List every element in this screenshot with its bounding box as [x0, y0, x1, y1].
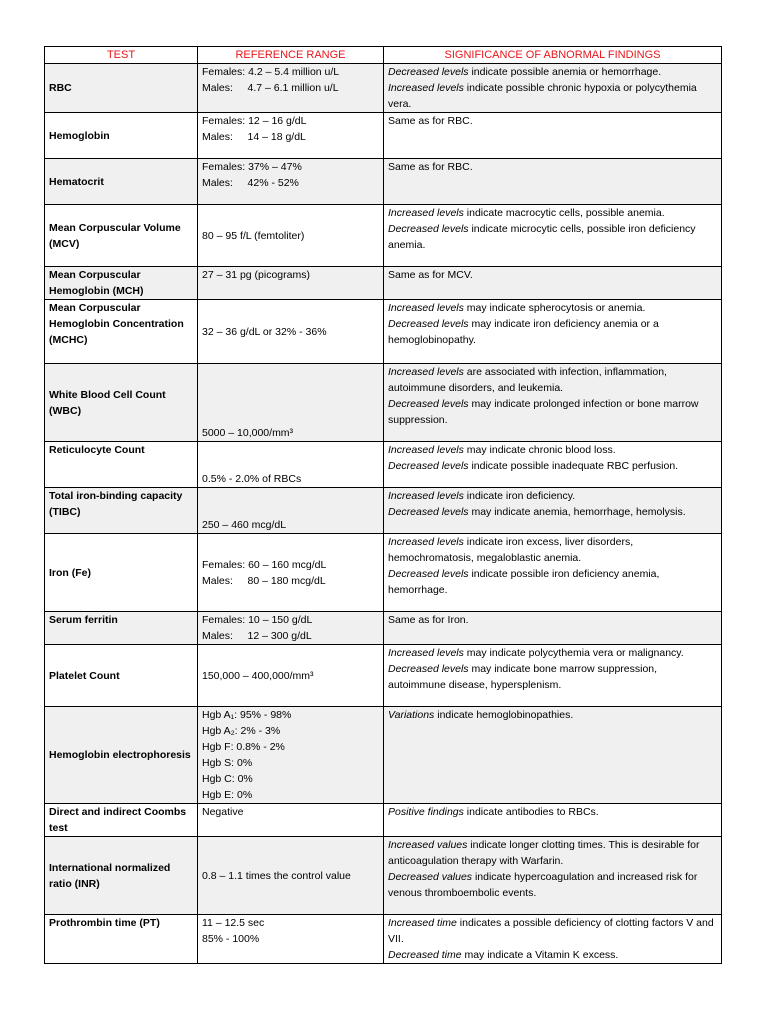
- significance-cell: [384, 534, 722, 612]
- significance-finding: [388, 612, 717, 628]
- test-name-cell: Hemoglobin electrophoresis: [45, 707, 198, 804]
- finding-interpretation: may indicate chronic blood loss.: [463, 444, 616, 456]
- reference-range-cell: [198, 267, 384, 300]
- reference-range-line: Hgb F: 0.8% - 2%: [202, 741, 285, 753]
- table-row-hematocrit: [45, 159, 722, 205]
- significance-finding: [388, 504, 717, 520]
- reference-range-line: 80 – 95 f/L (femtoliter): [202, 229, 305, 242]
- finding-interpretation: may indicate polycythemia vera or malignancy.: [463, 647, 684, 659]
- finding-interpretation: indicate antibodies to RBCs.: [463, 806, 599, 818]
- lab-values-table: [44, 46, 722, 964]
- finding-interpretation: Same as for RBC.: [388, 115, 473, 127]
- significance-cell: [384, 804, 722, 837]
- table-row-mean-corpuscular-hemoglobin-concentration-mchc: [45, 300, 722, 364]
- table-row-mean-corpuscular-hemoglobin-mch: [45, 267, 722, 300]
- significance-finding: [388, 300, 717, 316]
- significance-cell: [384, 707, 722, 804]
- reference-range-cell: [198, 159, 384, 205]
- reference-range-line: 0.5% - 2.0% of RBCs: [202, 473, 302, 485]
- test-name-cell: Total iron-binding capacity (TIBC): [45, 488, 198, 534]
- finding-condition: Decreased levels: [388, 568, 469, 580]
- significance-finding: [388, 458, 717, 474]
- finding-interpretation: indicate hypercoagulation and increased risk for venous thromboembolic events.: [388, 871, 698, 899]
- significance-finding: [388, 159, 717, 175]
- reference-range-line: Females: 10 – 150 g/dL: [202, 614, 313, 626]
- reference-range-line: Hgb A₂: 2% - 3%: [202, 725, 281, 737]
- reference-range-line: 85% - 100%: [202, 933, 260, 945]
- finding-condition: Decreased levels: [388, 318, 469, 330]
- table-row-international-normalized-ratio-inr: [45, 837, 722, 915]
- reference-range-line: 11 – 12.5 sec: [202, 917, 265, 929]
- header-test: TEST: [45, 47, 198, 64]
- significance-cell: [384, 64, 722, 113]
- table-row-prothrombin-time-pt: [45, 915, 722, 964]
- significance-cell: [384, 915, 722, 964]
- significance-finding: [388, 205, 717, 221]
- table-row-platelet-count: [45, 645, 722, 707]
- reference-range-line: Females: 4.2 – 5.4 million u/L: [202, 66, 340, 78]
- significance-finding: [388, 707, 717, 723]
- reference-range-line: Males: 14 – 18 g/dL: [202, 131, 306, 143]
- significance-finding: [388, 947, 717, 963]
- reference-range-cell: [198, 804, 384, 837]
- significance-cell: [384, 645, 722, 707]
- header-significance: SIGNIFICANCE OF ABNORMAL FINDINGS: [384, 47, 722, 64]
- finding-condition: Decreased levels: [388, 223, 469, 235]
- table-row-white-blood-cell-count-wbc: [45, 364, 722, 442]
- finding-interpretation: indicates a possible deficiency of clotting factors V and VII.: [388, 917, 714, 945]
- reference-range-line: Males: 80 – 180 mcg/dL: [202, 574, 326, 587]
- test-name-cell: Direct and indirect Coombs test: [45, 804, 198, 837]
- finding-condition: Increased levels: [388, 647, 464, 659]
- table-row-hemoglobin-electrophoresis: [45, 707, 722, 804]
- significance-cell: [384, 300, 722, 364]
- finding-interpretation: indicate longer clotting times. This is desirable for anticoagulation therapy with Warfarin.: [388, 839, 700, 867]
- significance-finding: [388, 113, 717, 129]
- finding-interpretation: may indicate bone marrow suppression, autoimmune disease, hypersplenism.: [388, 663, 658, 691]
- finding-condition: Increased levels: [388, 207, 464, 219]
- significance-finding: [388, 396, 717, 428]
- reference-range-line: 150,000 – 400,000/mm³: [202, 669, 314, 682]
- table-row-iron-fe: [45, 534, 722, 612]
- significance-cell: [384, 159, 722, 205]
- reference-range-line: Hgb C: 0%: [202, 773, 253, 785]
- reference-range-cell: [198, 364, 384, 442]
- finding-condition: Decreased levels: [388, 460, 469, 472]
- finding-interpretation: Same as for Iron.: [388, 614, 469, 626]
- finding-condition: Increased values: [388, 839, 468, 851]
- significance-finding: [388, 661, 717, 693]
- finding-interpretation: are associated with infection, inflammation, autoimmune disorders, and leukemia.: [388, 366, 667, 394]
- reference-range-line: 250 – 460 mcg/dL: [202, 519, 287, 531]
- reference-range-line: Females: 60 – 160 mcg/dL: [202, 558, 327, 571]
- reference-range-line: 0.8 – 1.1 times the control value: [202, 869, 351, 882]
- reference-range-line: Females: 37% – 47%: [202, 161, 302, 173]
- significance-finding: [388, 837, 717, 869]
- table-body: [45, 64, 722, 964]
- finding-interpretation: indicate possible iron deficiency anemia, hemorrhage.: [388, 568, 660, 596]
- significance-finding: [388, 869, 717, 901]
- reference-range-cell: [198, 113, 384, 159]
- significance-cell: [384, 442, 722, 488]
- reference-range-line: Males: 12 – 300 g/dL: [202, 630, 312, 642]
- table-row-rbc: [45, 64, 722, 113]
- finding-interpretation: may indicate a Vitamin K excess.: [461, 949, 619, 961]
- significance-cell: [384, 364, 722, 442]
- significance-finding: [388, 364, 717, 396]
- header-reference-range: REFERENCE RANGE: [198, 47, 384, 64]
- finding-condition: Decreased levels: [388, 66, 469, 78]
- finding-interpretation: indicate macrocytic cells, possible anemia.: [463, 207, 665, 219]
- finding-condition: Decreased levels: [388, 398, 469, 410]
- test-name-cell: Iron (Fe): [45, 534, 198, 612]
- finding-condition: Increased levels: [388, 366, 464, 378]
- finding-interpretation: indicate iron excess, liver disorders, hemochromatosis, megaloblastic anemia.: [388, 536, 634, 564]
- significance-finding: [388, 645, 717, 661]
- test-name-cell: Platelet Count: [45, 645, 198, 707]
- reference-range-line: Hgb S: 0%: [202, 757, 253, 769]
- finding-condition: Increased levels: [388, 444, 464, 456]
- test-name-cell: Mean Corpuscular Volume (MCV): [45, 205, 198, 267]
- significance-cell: [384, 267, 722, 300]
- finding-condition: Increased levels: [388, 490, 464, 502]
- reference-range-line: 5000 – 10,000/mm³: [202, 427, 294, 439]
- reference-range-line: Males: 4.7 – 6.1 million u/L: [202, 82, 339, 94]
- finding-condition: Increased levels: [388, 536, 464, 548]
- significance-cell: [384, 113, 722, 159]
- reference-range-cell: [198, 64, 384, 113]
- finding-interpretation: may indicate anemia, hemorrhage, hemolysis.: [468, 506, 686, 518]
- significance-finding: [388, 534, 717, 566]
- reference-range-cell: [198, 442, 384, 488]
- finding-condition: Decreased levels: [388, 663, 469, 675]
- test-name-cell: Hematocrit: [45, 159, 198, 205]
- reference-range-cell: [198, 612, 384, 645]
- significance-finding: [388, 316, 717, 348]
- significance-cell: [384, 205, 722, 267]
- reference-range-cell: [198, 707, 384, 804]
- test-name-cell: Mean Corpuscular Hemoglobin (MCH): [45, 267, 198, 300]
- finding-interpretation: indicate iron deficiency.: [463, 490, 576, 502]
- significance-finding: [388, 64, 717, 80]
- finding-interpretation: Same as for MCV.: [388, 269, 473, 281]
- significance-cell: [384, 488, 722, 534]
- finding-condition: Increased levels: [388, 302, 464, 314]
- significance-cell: [384, 837, 722, 915]
- test-name-cell: Hemoglobin: [45, 113, 198, 159]
- reference-range-cell: [198, 300, 384, 364]
- finding-condition: Positive findings: [388, 806, 464, 818]
- reference-range-cell: [198, 837, 384, 915]
- table-row-reticulocyte-count: [45, 442, 722, 488]
- finding-interpretation: indicate hemoglobinopathies.: [434, 709, 574, 721]
- finding-interpretation: indicate possible inadequate RBC perfusion.: [468, 460, 679, 472]
- finding-interpretation: indicate possible anemia or hemorrhage.: [468, 66, 662, 78]
- significance-finding: [388, 442, 717, 458]
- table-row-direct-and-indirect-coombs-test: [45, 804, 722, 837]
- reference-range-line: Males: 42% - 52%: [202, 177, 299, 189]
- reference-range-line: Negative: [202, 806, 244, 818]
- reference-range-cell: [198, 534, 384, 612]
- reference-range-cell: [198, 488, 384, 534]
- test-name-cell: Serum ferritin: [45, 612, 198, 645]
- reference-range-line: 32 – 36 g/dL or 32% - 36%: [202, 325, 327, 338]
- table-row-total-iron-binding-capacity-tibc: [45, 488, 722, 534]
- finding-condition: Decreased time: [388, 949, 462, 961]
- reference-range-cell: [198, 205, 384, 267]
- reference-range-cell: [198, 645, 384, 707]
- table-row-hemoglobin: [45, 113, 722, 159]
- test-name-cell: International normalized ratio (INR): [45, 837, 198, 915]
- reference-range-line: 27 – 31 pg (picograms): [202, 269, 310, 281]
- significance-finding: [388, 267, 717, 283]
- finding-interpretation: may indicate iron deficiency anemia or a hemoglobinopathy.: [388, 318, 659, 346]
- test-name-cell: Prothrombin time (PT): [45, 915, 198, 964]
- test-name-cell: Mean Corpuscular Hemoglobin Concentration (MCHC): [45, 300, 198, 364]
- finding-interpretation: indicate microcytic cells, possible iron deficiency anemia.: [388, 223, 696, 251]
- reference-range-line: Hgb A₁: 95% - 98%: [202, 709, 292, 721]
- finding-condition: Decreased values: [388, 871, 473, 883]
- significance-finding: [388, 566, 717, 598]
- finding-condition: Variations: [388, 709, 435, 721]
- reference-range-line: Hgb E: 0%: [202, 789, 253, 801]
- header-row: [45, 47, 722, 64]
- table-row-mean-corpuscular-volume-mcv: [45, 205, 722, 267]
- significance-finding: [388, 80, 717, 112]
- finding-interpretation: may indicate spherocytosis or anemia.: [463, 302, 646, 314]
- significance-finding: [388, 221, 717, 253]
- significance-cell: [384, 612, 722, 645]
- test-name-cell: White Blood Cell Count (WBC): [45, 364, 198, 442]
- test-name-cell: Reticulocyte Count: [45, 442, 198, 488]
- finding-interpretation: may indicate prolonged infection or bone marrow suppression.: [388, 398, 699, 426]
- significance-finding: [388, 804, 717, 820]
- finding-condition: Increased levels: [388, 82, 464, 94]
- finding-condition: Decreased levels: [388, 506, 469, 518]
- finding-interpretation: indicate possible chronic hypoxia or polycythemia vera.: [388, 82, 697, 110]
- table-row-serum-ferritin: [45, 612, 722, 645]
- reference-range-line: Females: 12 – 16 g/dL: [202, 115, 307, 127]
- finding-condition: Increased time: [388, 917, 457, 929]
- significance-finding: [388, 915, 717, 947]
- finding-interpretation: Same as for RBC.: [388, 161, 473, 173]
- reference-range-cell: [198, 915, 384, 964]
- significance-finding: [388, 488, 717, 504]
- test-name-cell: RBC: [45, 64, 198, 113]
